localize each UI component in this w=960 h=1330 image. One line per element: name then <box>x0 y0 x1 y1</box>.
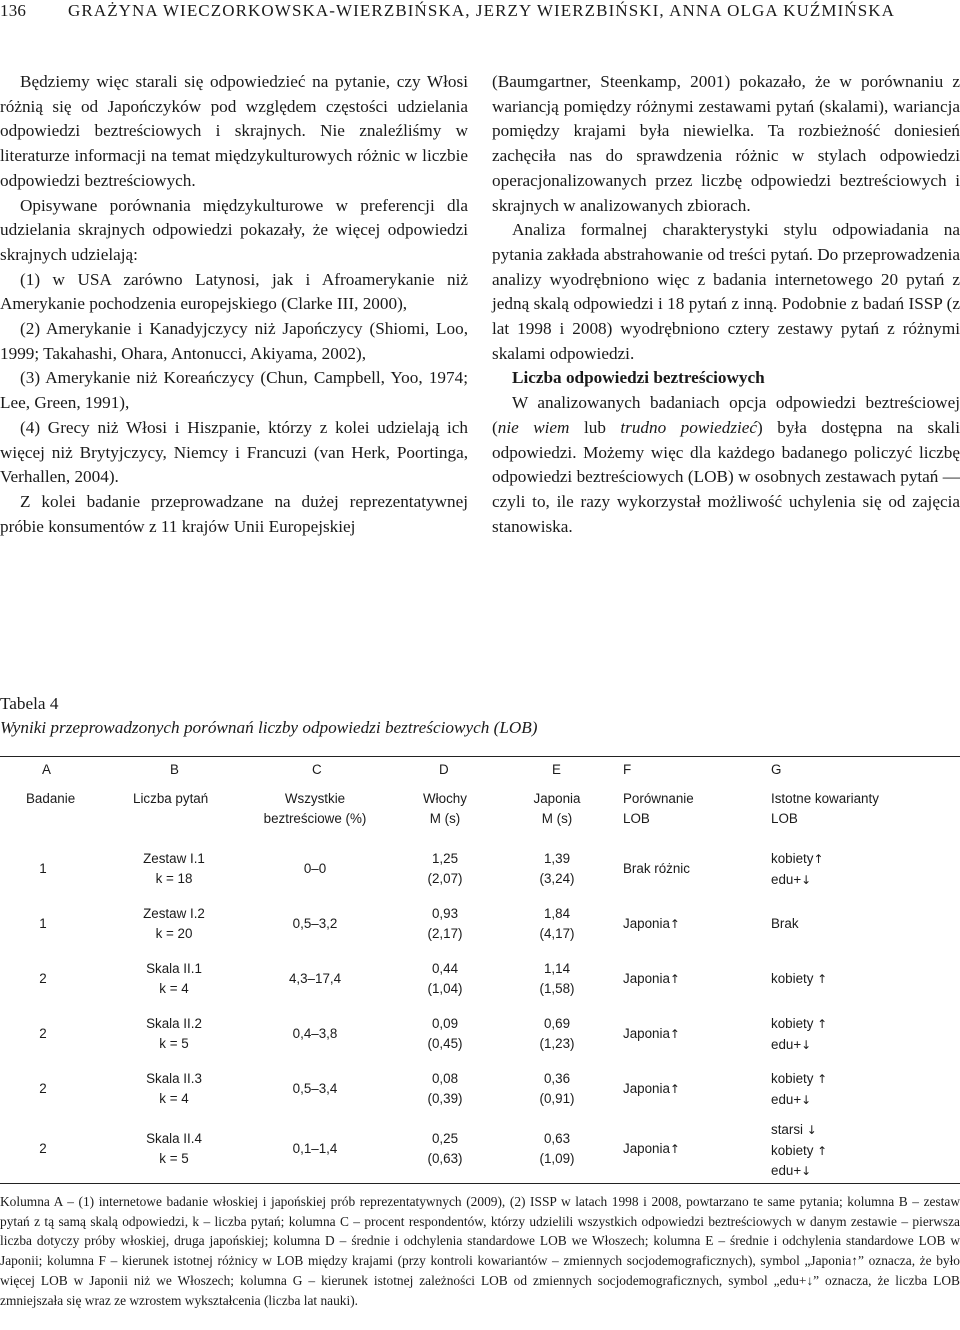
cell-kowarianty <box>771 1069 827 1110</box>
covariate-text: kobiety <box>771 1071 818 1086</box>
cell-wlochy <box>400 849 490 888</box>
table-caption <box>0 692 960 740</box>
cell-badanie: 2 <box>39 1080 47 1096</box>
cell-porownanie <box>623 1139 680 1160</box>
cell-liczba-pytan <box>120 849 228 888</box>
covariate-text: kobiety <box>771 1142 818 1158</box>
header-japonia <box>512 789 602 828</box>
covariate-text: edu+ <box>771 1091 802 1107</box>
cell-porownanie <box>623 969 680 990</box>
comparison-text: Japonia <box>623 970 670 986</box>
covariate <box>771 1069 827 1090</box>
covariate-text: starsi <box>771 1122 807 1138</box>
arrow-up-icon: ↑ <box>669 1026 680 1041</box>
table-header-row <box>0 781 960 843</box>
question-count: k = 4 <box>159 980 189 996</box>
arrow-down-icon: ↓ <box>801 1037 812 1052</box>
comparison-text: Japonia <box>623 915 670 931</box>
cell-porownanie <box>623 859 690 879</box>
table-body <box>0 843 960 1183</box>
right-column <box>492 70 960 539</box>
sd-value: (1,58) <box>539 980 575 996</box>
covariate-text: edu+ <box>771 1036 802 1052</box>
text-run: ) była dostępna na skali odpowiedzi. Możemy więc dla każdego badanego policzyć liczbę odpowiedzi beztreściowych (LOB) w osobnych zestawach pytań — czyli to, ile razy wykorzystał możliwość uchylenia się od zajęcia stanowiska. <box>492 417 960 536</box>
arrow-up-icon: ↑ <box>813 852 824 866</box>
comparison-text: Japonia <box>623 1080 670 1096</box>
arrow-up-icon: ↑ <box>669 971 680 986</box>
cell-porownanie <box>623 914 680 935</box>
cell-kowarianty <box>771 849 824 890</box>
mean-value: 0,25 <box>431 1131 459 1146</box>
arrow-up-icon: ↑ <box>669 1081 680 1096</box>
cell-kowarianty <box>771 914 799 934</box>
sd-value: (3,24) <box>539 870 575 886</box>
mean-value: 1,25 <box>431 851 459 866</box>
header-badanie: Badanie <box>26 791 76 806</box>
column-letter: B <box>170 762 179 777</box>
arrow-down-icon: ↓ <box>801 872 812 887</box>
sd-value: (0,63) <box>427 1150 463 1166</box>
paragraph: Opisywane porównania międzykulturowe w preferencji dla udzielania skrajnych odpowiedzi pokazały, że więcej odpowiedzi skrajnych udzielają: <box>0 195 468 264</box>
sd-value: (2,17) <box>427 925 463 941</box>
section-heading: Liczba odpowiedzi beztreściowych <box>512 368 765 388</box>
sd-value: (1,09) <box>539 1150 575 1166</box>
question-count: k = 5 <box>159 1035 189 1051</box>
table-row <box>0 898 960 953</box>
mean-value: 0,93 <box>431 906 459 921</box>
cell-liczba-pytan <box>120 1129 228 1168</box>
header-line: Japonia <box>533 791 581 806</box>
header-line: beztreściowe (%) <box>263 810 367 826</box>
header-istotne <box>771 789 879 828</box>
column-letters-row <box>0 757 960 781</box>
mean-value: 0,44 <box>431 961 459 976</box>
emphasis: nie wiem <box>497 417 570 437</box>
column-letter: E <box>552 762 561 777</box>
arrow-up-icon: ↑ <box>817 1143 828 1158</box>
table-label: Tabela 4 <box>0 694 59 713</box>
header-line: M (s) <box>541 810 573 826</box>
sd-value: (1,04) <box>427 980 463 996</box>
paragraph: Będziemy więc starali się odpowiedzieć na pytanie, czy Włosi różnią się od Japończyków pod względem częstości udzielania odpowiedzi beztreściowych i skrajnych. Nie znaleźliśmy w literaturze informacji na temat międzykulturowych różnic w liczbie odpowiedzi beztreściowych. <box>0 72 468 190</box>
set-name: Skala II.1 <box>146 961 202 976</box>
column-letter: C <box>312 762 322 777</box>
running-head-authors: GRAŻYNA WIECZORKOWSKA-WIERZBIŃSKA, JERZY WIERZBIŃSKI, ANNA OLGA KUŹMIŃSKA <box>68 1 896 20</box>
cell-beztresciowe: 0,1–1,4 <box>292 1140 338 1156</box>
cell-japonia <box>512 959 602 998</box>
cell-wlochy <box>400 959 490 998</box>
arrow-down-icon: ↓ <box>806 1123 817 1138</box>
list-item: (2) Amerykanie i Kanadyjczycy niż Japończycy (Shiomi, Loo, 1999; Takahashi, Ohara, Antonucci, Akiyama, 2002), <box>0 319 468 363</box>
mean-value: 0,09 <box>431 1016 459 1031</box>
covariate-text: kobiety <box>771 851 814 866</box>
cell-beztresciowe: 4,3–17,4 <box>288 970 342 986</box>
paragraph: Analiza formalnej charakterystyki stylu odpowiadania na pytania zakłada abstrahowanie od treści pytań. Do przeprowadzenia analizy wyodrębniono więc z badania internetowego 20 pytań z jedną skalą odpowiedzi i 18 pytań z inną. Podobnie z badań ISSP (z lat 1998 i 2008) wyodrębniono cztery zestawy pytań z różnymi skalami odpowiedzi. <box>492 220 960 363</box>
cell-japonia <box>512 1069 602 1108</box>
arrow-up-icon: ↑ <box>817 1017 828 1031</box>
column-letter: D <box>439 762 449 777</box>
mean-value: 0,69 <box>543 1016 571 1031</box>
column-letter: F <box>623 762 632 777</box>
table-row <box>0 843 960 898</box>
sd-value: (1,23) <box>539 1035 575 1051</box>
arrow-up-icon: ↑ <box>817 971 828 986</box>
cell-kowarianty <box>771 1014 827 1055</box>
arrow-up-icon: ↑ <box>817 1072 828 1086</box>
table-row <box>0 953 960 1008</box>
cell-japonia <box>512 1014 602 1053</box>
cell-badanie: 1 <box>39 915 47 931</box>
header-wszystkie <box>235 789 395 828</box>
cell-porownanie <box>623 1079 680 1100</box>
set-name: Skala II.3 <box>146 1071 202 1086</box>
covariate-text: kobiety <box>771 1016 818 1031</box>
arrow-down-icon: ↓ <box>801 1092 812 1107</box>
cell-beztresciowe: 0,5–3,2 <box>292 915 338 931</box>
covariate <box>771 1035 827 1056</box>
mean-value: 0,36 <box>543 1071 571 1086</box>
cell-beztresciowe: 0,5–3,4 <box>292 1080 338 1096</box>
covariate <box>771 1161 827 1182</box>
covariate <box>771 1014 827 1035</box>
emphasis: trudno powiedzieć <box>620 417 758 437</box>
table-footnote: Kolumna A – (1) internetowe badanie włoskiej i japońskiej prób reprezentatywnych (2009), (2) ISSP w latach 1998 i 2008, powtarzano te same pytania; kolumna B – zestaw pytań z tą samą skalą odpowiedzi, k – liczba pytań; kolumna C – procent respondentów, którzy udzielili wszystkich odpowiedzi beztreściowych w danym zestawie – pierwsza liczba dotyczy próby włoskiej, druga japońskiej; kolumna D – średnie i odchylenia standardowe LOB we Włoszech; kolumna E – średnie i odchylenia standardowe LOB w Japonii; kolumna F – kierunek istotnej różnicy w LOB między krajami (przy kontroli kowariantów – zmiennych socjodemograficznych), symbol „Japonia↑” oznacza, że było więcej LOB w Japonii niż we Włoszech; kolumna G – kierunek istotnej zależności LOB od zmiennych socjodemograficznych, symbol „edu+↓” oznacza, że liczba LOB zmniejszała się wraz ze wzrostem wykształcenia (liczba lat nauki). <box>0 1194 960 1308</box>
set-name: Zestaw I.1 <box>143 851 205 866</box>
sd-value: (0,91) <box>539 1090 575 1106</box>
sd-value: (4,17) <box>539 925 575 941</box>
table-row <box>0 1008 960 1063</box>
list-item: (4) Grecy niż Włosi i Hiszpanie, którzy z kolei udzielają ich więcej niż Brytyjczycy, Niemcy i Francuzi (van Herk, Poortinga, Verhallen, 2004). <box>0 417 468 487</box>
cell-kowarianty <box>771 969 827 990</box>
mean-value: 0,08 <box>431 1071 459 1086</box>
covariate <box>771 1090 827 1111</box>
question-count: k = 4 <box>159 1090 189 1106</box>
covariate <box>771 969 827 990</box>
page-number: 136 <box>0 1 27 20</box>
set-name: Skala II.2 <box>146 1016 202 1031</box>
cell-japonia <box>512 849 602 888</box>
cell-liczba-pytan <box>120 959 228 998</box>
header-line: Włochy <box>423 791 467 806</box>
covariate <box>771 849 824 870</box>
covariate-text: Brak <box>771 915 799 931</box>
mean-value: 1,39 <box>543 851 571 866</box>
cell-badanie: 2 <box>39 1140 47 1156</box>
mean-value: 1,14 <box>543 961 571 976</box>
question-count: k = 18 <box>155 870 193 886</box>
cell-wlochy <box>400 1014 490 1053</box>
table-row <box>0 1118 960 1183</box>
comparison-text: Brak różnic <box>623 860 690 876</box>
sd-value: (0,39) <box>427 1090 463 1106</box>
set-name: Skala II.4 <box>146 1131 202 1146</box>
cell-liczba-pytan <box>120 904 228 943</box>
paragraph <box>492 391 960 539</box>
table-row <box>0 1063 960 1118</box>
cell-beztresciowe: 0,4–3,8 <box>292 1025 338 1041</box>
cell-badanie: 2 <box>39 970 47 986</box>
left-column <box>0 70 468 539</box>
covariate <box>771 1141 827 1162</box>
cell-porownanie <box>623 1024 680 1045</box>
header-line: Wszystkie <box>284 791 346 806</box>
running-head <box>0 0 960 26</box>
paragraph: Z kolei badanie przeprowadzane na dużej reprezentatywnej próbie konsumentów z 11 krajów Unii Europejskiej <box>0 491 468 536</box>
header-line: M (s) <box>429 810 461 826</box>
list-item: (3) Amerykanie niż Koreańczycy (Chun, Campbell, Yoo, 1974; Lee, Green, 1991), <box>0 368 468 413</box>
question-count: k = 20 <box>155 925 193 941</box>
cell-japonia <box>512 1129 602 1168</box>
header-liczba-pytan: Liczba pytań <box>133 791 209 806</box>
text-run: W analizowanych badaniach opcja odpowiedzi beztreściowej ( <box>492 393 960 437</box>
cell-badanie: 1 <box>39 860 47 876</box>
covariate-text: edu+ <box>771 1163 802 1179</box>
column-letter: G <box>771 762 782 777</box>
cell-beztresciowe: 0–0 <box>303 860 327 876</box>
header-line: Istotne kowarianty <box>771 791 879 806</box>
paragraph: (Baumgartner, Steenkamp, 2001) pokazało, że w porównaniu z wariancją pomiędzy różnymi zestawami pytań (skalami), wariancja pomiędzy krajami była niewielka. Ta rozbieżność doniesień zachęciła nas do sprawdzenia różnic w stylach odpowiedzi operacjonalizowanych przez liczbę odpowiedzi beztreściowych i skrajnych w analizowanych zbiorach. <box>492 72 960 215</box>
table-title: Wyniki przeprowadzonych porównań liczby odpowiedzi beztreściowych (LOB) <box>0 718 538 737</box>
covariate-text: kobiety <box>771 970 818 986</box>
cell-wlochy <box>400 904 490 943</box>
arrow-down-icon: ↓ <box>801 1164 812 1179</box>
data-table <box>0 756 960 1184</box>
comparison-text: Japonia <box>623 1025 670 1041</box>
header-porownanie <box>623 789 694 828</box>
text-run: lub <box>569 417 621 437</box>
cell-wlochy <box>400 1129 490 1168</box>
header-line: LOB <box>623 810 650 826</box>
header-line: LOB <box>771 810 798 826</box>
list-item: (1) w USA zarówno Latynosi, jak i Afroamerykanie niż Amerykanie pochodzenia europejskiego (Clarke III, 2000), <box>0 269 468 314</box>
column-letter: A <box>42 762 51 777</box>
cell-liczba-pytan <box>120 1069 228 1108</box>
header-line: Porównanie <box>623 791 694 806</box>
cell-kowarianty <box>771 1120 827 1182</box>
covariate-text: edu+ <box>771 871 802 887</box>
cell-badanie: 2 <box>39 1025 47 1041</box>
sd-value: (0,45) <box>427 1035 463 1051</box>
arrow-up-icon: ↑ <box>669 916 680 931</box>
header-wlochy <box>400 789 490 828</box>
comparison-text: Japonia <box>623 1140 670 1156</box>
covariate <box>771 914 799 934</box>
question-count: k = 5 <box>159 1150 189 1166</box>
covariate <box>771 1120 827 1141</box>
cell-wlochy <box>400 1069 490 1108</box>
cell-japonia <box>512 904 602 943</box>
cell-liczba-pytan <box>120 1014 228 1053</box>
arrow-up-icon: ↑ <box>669 1141 680 1156</box>
covariate <box>771 870 824 891</box>
sd-value: (2,07) <box>427 870 463 886</box>
set-name: Zestaw I.2 <box>143 906 205 921</box>
mean-value: 1,84 <box>543 906 571 921</box>
mean-value: 0,63 <box>543 1131 571 1146</box>
